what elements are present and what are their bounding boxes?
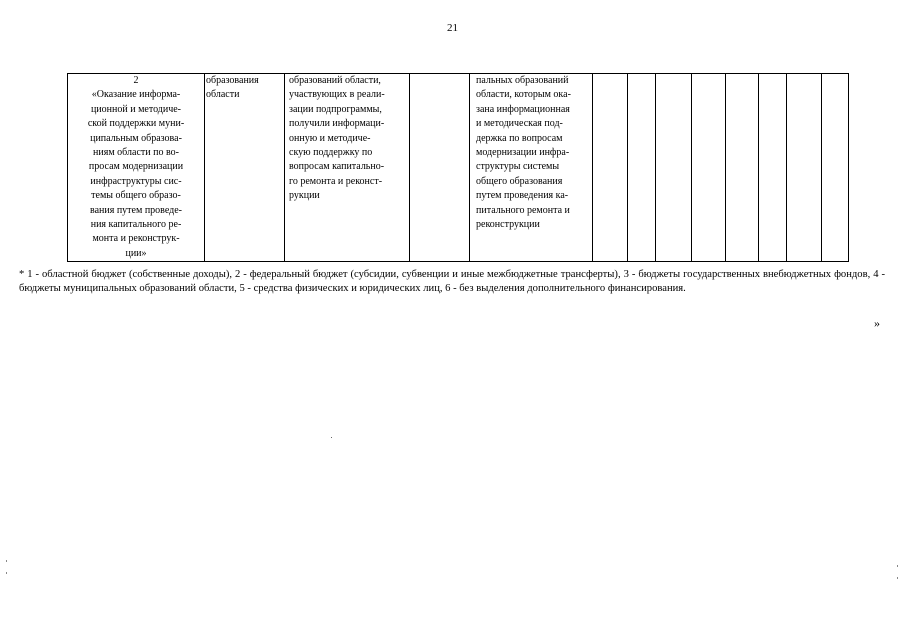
cell-line: ципальным образова- — [90, 132, 182, 144]
cell-program-name — [68, 74, 205, 262]
scan-edge-mark — [897, 565, 898, 567]
cell-line: участвующих в реали- — [289, 89, 385, 101]
cell-empty — [822, 74, 849, 262]
cell-line: питального ремонта и — [476, 204, 570, 216]
footnote: * 1 - областной бюджет (собственные доходы), 2 - федеральный бюджет (субсидии, субвенции и иные межбюджетные трансферты), 3 - бюджеты государственных внебюджетных фондов, 4 - бюджеты муниципальных образований области, 5 - средства физических и юридических лиц, 6 - без выделения дополнительного финансирования. — [19, 269, 885, 295]
cell-line: путем проведения ка- — [476, 190, 569, 202]
cell-line: скую поддержку по — [289, 147, 373, 159]
cell-line: зана информационная — [476, 103, 570, 115]
cell-line: ния капитального ре- — [90, 219, 182, 231]
scan-edge-mark — [897, 577, 898, 579]
scan-edge-mark — [6, 560, 7, 562]
cell-empty — [656, 74, 692, 262]
closing-quote: » — [874, 316, 880, 330]
cell-empty — [726, 74, 759, 262]
cell-line: вопросам капитально- — [289, 161, 385, 173]
cell-line: онную и методиче- — [289, 132, 371, 144]
cell-line: области — [206, 89, 240, 101]
cell-empty — [692, 74, 726, 262]
cell-line: модернизации инфра- — [476, 147, 570, 159]
cell-executor — [205, 74, 285, 262]
cell-result — [470, 74, 593, 262]
cell-line: «Оказание информа- — [91, 89, 181, 101]
cell-empty — [628, 74, 656, 262]
cell-line: держка по вопросам — [476, 132, 563, 144]
cell-line: реконструкции — [476, 219, 540, 231]
scan-edge-mark — [6, 572, 7, 574]
cell-indicator — [285, 74, 410, 262]
cell-line: образования — [206, 75, 259, 86]
cell-line: инфраструктуры сис- — [90, 175, 182, 187]
cell-line: ниям области по во- — [93, 147, 179, 159]
cell-line: ционной и методиче- — [90, 103, 182, 115]
cell-line: ской поддержки муни- — [87, 118, 185, 130]
cell-line: ции» — [125, 247, 147, 259]
cell-line: области, которым ока- — [476, 89, 571, 101]
cell-number: 2 — [133, 75, 139, 86]
cell-line: общего образования — [476, 175, 563, 187]
cell-line: вания путем проведе- — [90, 204, 182, 216]
cell-empty — [759, 74, 787, 262]
cell-line: темы общего образо- — [91, 190, 181, 202]
cell-line: монта и реконструк- — [92, 233, 180, 245]
cell-line: образований области, — [289, 75, 381, 86]
cell-line: го ремонта и реконст- — [289, 175, 383, 187]
cell-line: и методическая под- — [476, 118, 563, 130]
cell-line: рукции — [289, 190, 320, 202]
cell-line: просам модернизации — [88, 161, 184, 173]
cell-line: зации подпрограммы, — [289, 103, 382, 115]
cell-line: структуры системы — [476, 161, 560, 173]
page-number: 21 — [447, 22, 458, 34]
cell-empty — [787, 74, 822, 262]
cell-line: пальных образований — [476, 75, 569, 86]
cell-empty — [593, 74, 628, 262]
scan-speck — [331, 437, 332, 438]
table-row — [68, 74, 849, 262]
cell-line: получили информаци- — [289, 118, 385, 130]
cell-empty — [410, 74, 470, 262]
program-table — [67, 73, 849, 262]
